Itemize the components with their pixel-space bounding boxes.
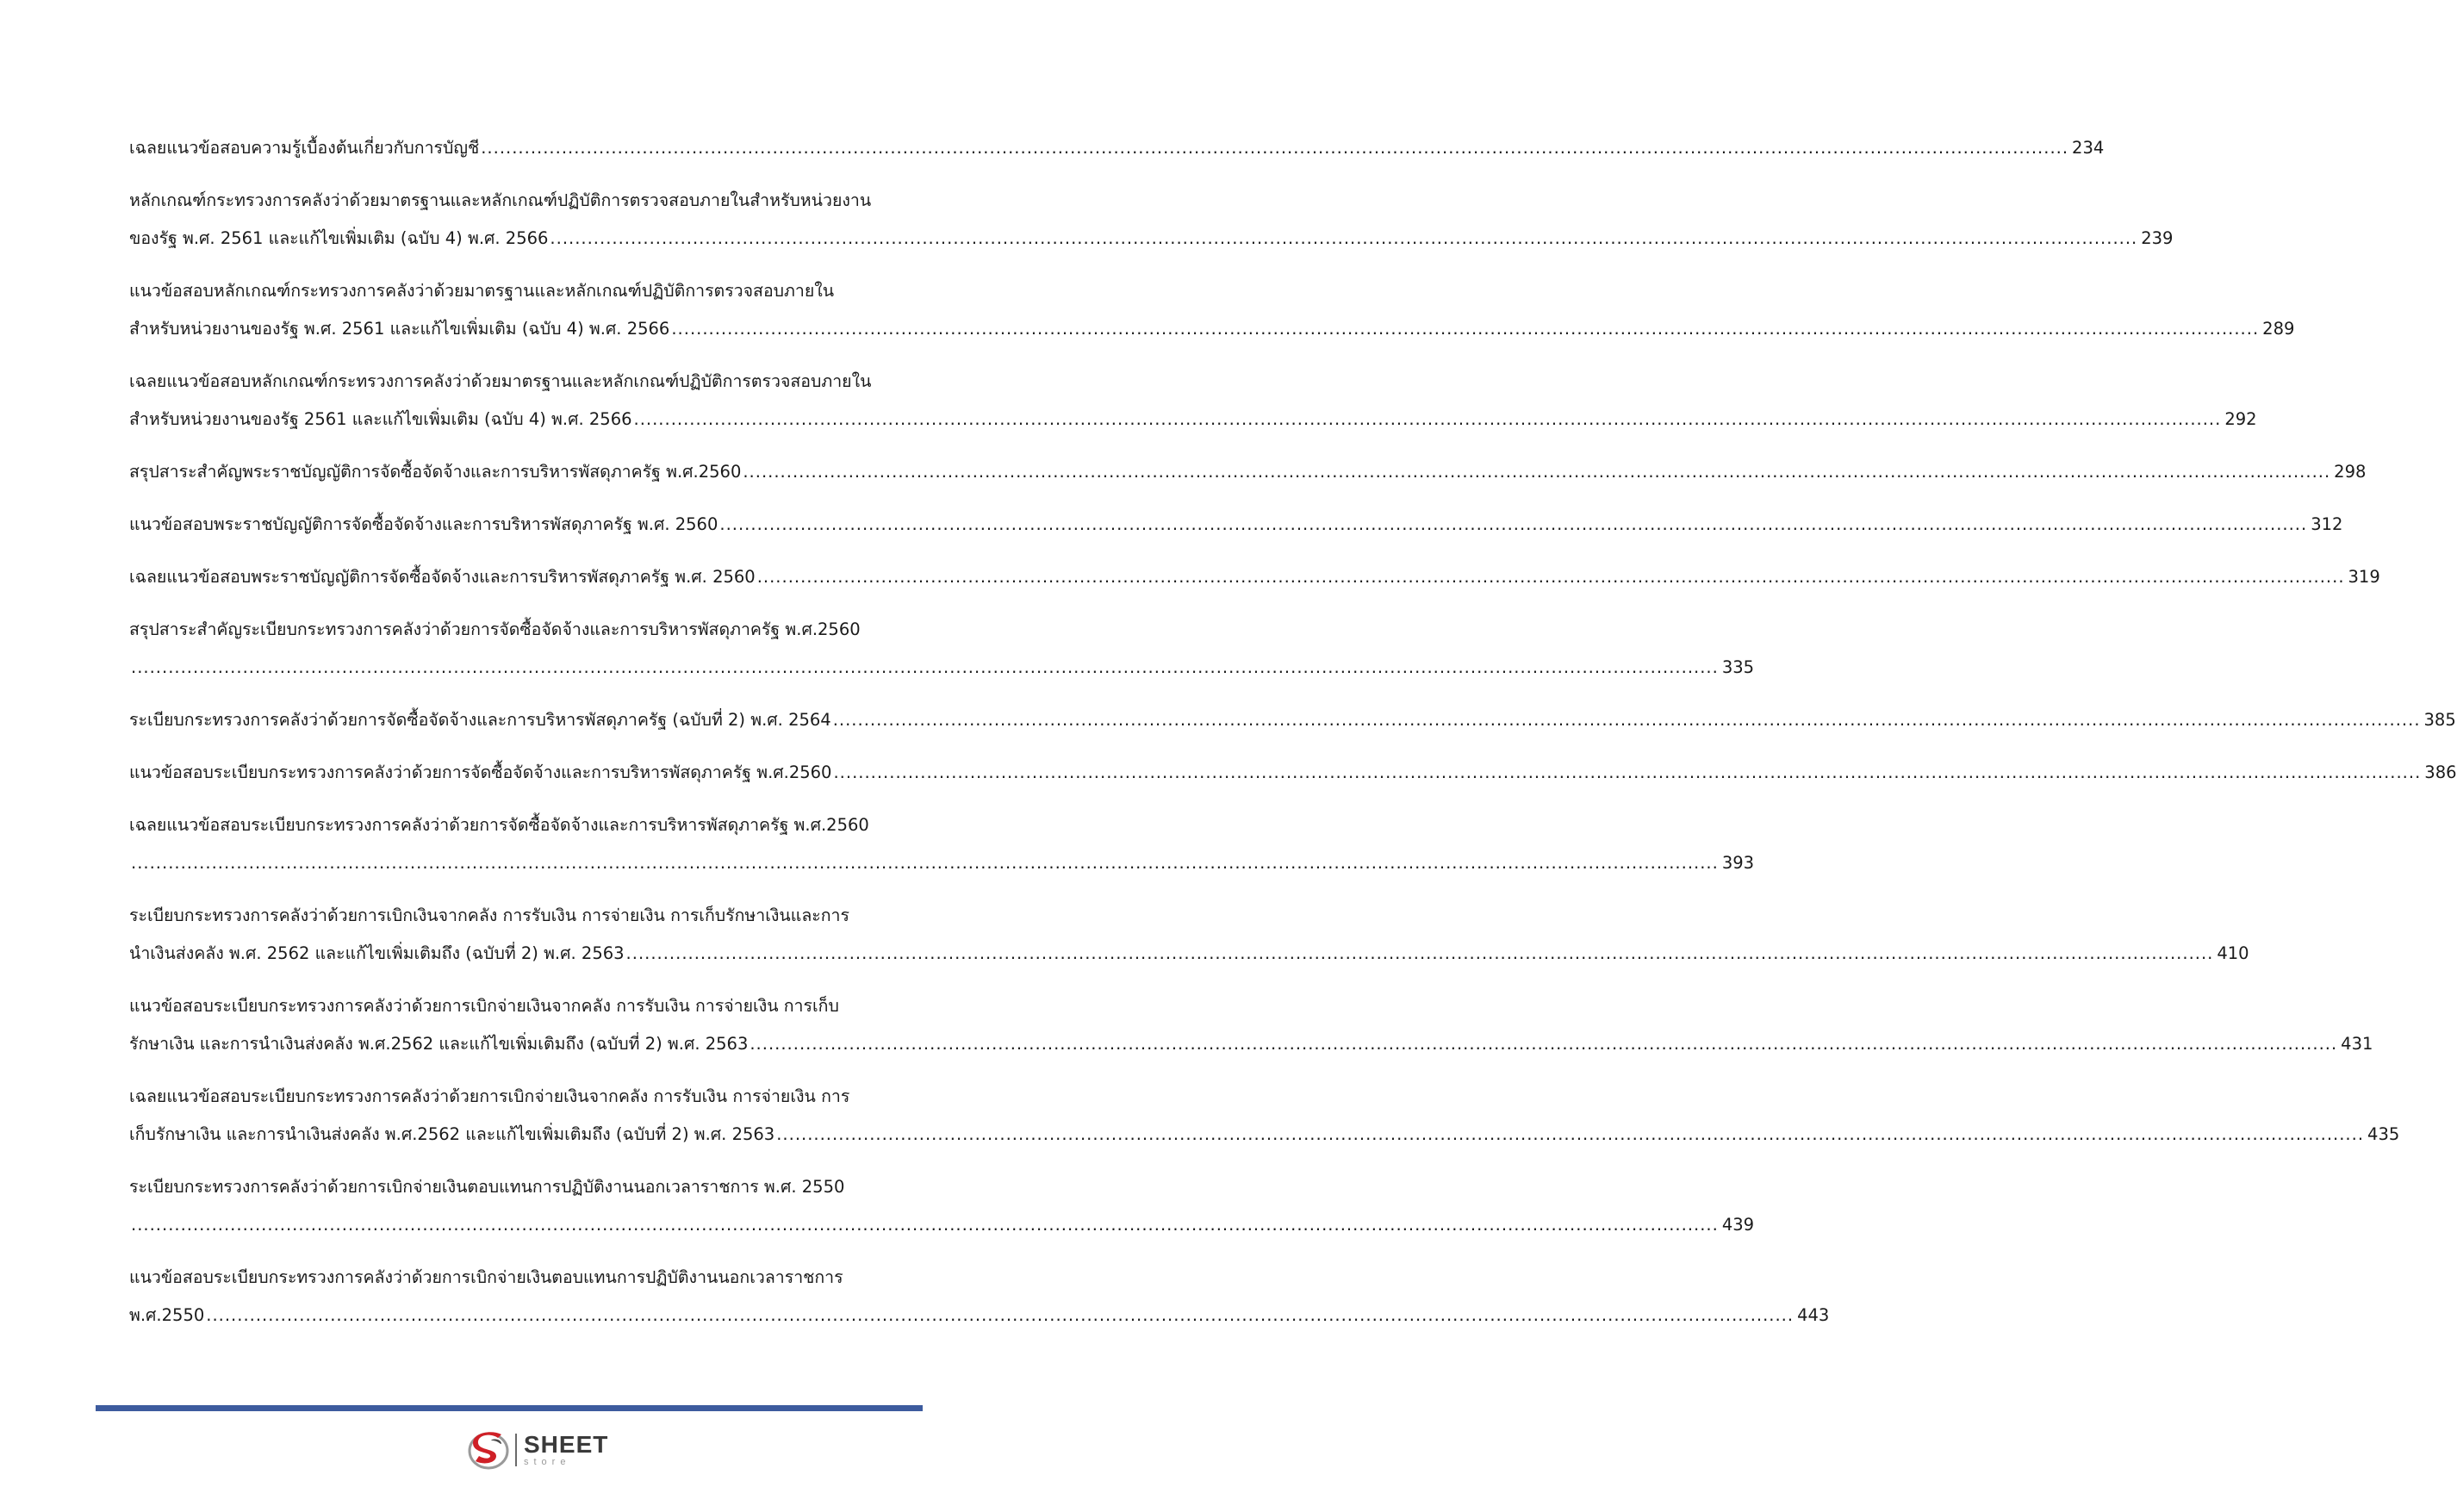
- toc-entry[interactable]: [129, 987, 2373, 1063]
- toc-page-number: 312: [2311, 514, 2343, 534]
- logo-separator: [515, 1434, 517, 1466]
- toc-entry-title: แนวข้อสอบระเบียบกระทรวงการคลังว่าด้วยการจัดซื้อจัดจ้างและการบริหารพัสดุภาครัฐ พ.ศ.2560: [129, 762, 832, 782]
- dot-leader: [550, 220, 2137, 258]
- dot-leader: [743, 453, 2330, 491]
- dot-leader: [206, 1297, 1794, 1335]
- dot-leader: [757, 558, 2345, 596]
- toc-page-number: 443: [1797, 1305, 1830, 1325]
- dot-leader: [131, 1206, 1719, 1244]
- toc-entry-title: ระเบียบกระทรวงการคลังว่าด้วยการเบิกจ่ายเงินตอบแทนการปฏิบัติงานนอกเวลาราชการ พ.ศ. 2550: [129, 1177, 845, 1197]
- dot-leader: [776, 1116, 2364, 1154]
- toc-entry-title: หลักเกณฑ์กระทรวงการคลังว่าด้วยมาตรฐานและหลักเกณฑ์ปฏิบัติการตรวจสอบภายในสำหรับหน่วยงาน: [129, 190, 872, 210]
- toc-line: [129, 182, 942, 220]
- toc-page-number: 298: [2334, 462, 2367, 482]
- toc-line: [129, 649, 1755, 687]
- dot-leader: [131, 649, 1719, 687]
- dot-leader: [750, 1025, 2337, 1063]
- toc-entry-title: เฉลยแนวข้อสอบหลักเกณฑ์กระทรวงการคลังว่าด้วยมาตรฐานและหลักเกณฑ์ปฏิบัติการตรวจสอบภายใน: [129, 371, 872, 391]
- logo-wordmark: SHEET: [524, 1431, 609, 1458]
- toc-entry-title-cont: รักษาเงิน และการนำเงินส่งคลัง พ.ศ.2562 และแก้ไขเพิ่มเติมถึง (ฉบับที่ 2) พ.ศ. 2563: [129, 1034, 749, 1054]
- toc-entry[interactable]: [129, 611, 1755, 687]
- toc-entry[interactable]: [129, 701, 2456, 739]
- toc-entry[interactable]: [129, 1168, 1755, 1244]
- toc-line: [129, 558, 2380, 596]
- dot-leader: [131, 844, 1719, 882]
- toc-entry[interactable]: [129, 1259, 1830, 1335]
- toc-entry[interactable]: [129, 897, 2249, 973]
- toc-line: [129, 1025, 2373, 1063]
- toc-entry-title: เฉลยแนวข้อสอบระเบียบกระทรวงการคลังว่าด้วยการเบิกจ่ายเงินจากคลัง การรับเงิน การจ่ายเงิน การ: [129, 1086, 850, 1106]
- toc-line: [129, 987, 942, 1025]
- toc-entry-title-cont: สำหรับหน่วยงานของรัฐ พ.ศ. 2561 และแก้ไขเพิ่มเติม (ฉบับ 4) พ.ศ. 2566: [129, 319, 670, 339]
- toc-entry[interactable]: [129, 754, 2457, 792]
- dot-leader: [833, 701, 2421, 739]
- logo-subtext: store: [524, 1457, 571, 1467]
- toc-entry[interactable]: [129, 506, 2343, 544]
- toc-entry-title: แนวข้อสอบระเบียบกระทรวงการคลังว่าด้วยการเบิกจ่ายเงินจากคลัง การรับเงิน การจ่ายเงิน การเก็บ: [129, 996, 839, 1016]
- toc-page-number: 335: [1721, 657, 1755, 677]
- toc-page-number: 289: [2262, 319, 2295, 339]
- sheet-store-logo: [465, 1426, 620, 1474]
- toc-entry-title: แนวข้อสอบระเบียบกระทรวงการคลังว่าด้วยการเบิกจ่ายเงินตอบแทนการปฏิบัติงานนอกเวลาราชการ: [129, 1267, 843, 1287]
- toc-line: [129, 1168, 942, 1206]
- toc-entry[interactable]: [129, 182, 2174, 258]
- toc-line: [129, 129, 2105, 167]
- toc-line: [129, 701, 2456, 739]
- toc-entry-title: ระเบียบกระทรวงการคลังว่าด้วยการจัดซื้อจัดจ้างและการบริหารพัสดุภาครัฐ (ฉบับที่ 2) พ.ศ. 2564: [129, 710, 831, 730]
- toc-line: [129, 897, 942, 935]
- dot-leader: [671, 310, 2259, 348]
- toc-entry-title-cont: เก็บรักษาเงิน และการนำเงินส่งคลัง พ.ศ.2562 และแก้ไขเพิ่มเติมถึง (ฉบับที่ 2) พ.ศ. 2563: [129, 1124, 775, 1144]
- toc-line: [129, 806, 942, 844]
- toc-page-number: 393: [1721, 853, 1755, 873]
- toc-entry-title: เฉลยแนวข้อสอบความรู้เบื้องต้นเกี่ยวกับการบัญชี: [129, 138, 480, 158]
- toc-entry[interactable]: [129, 1078, 2400, 1154]
- toc-entry-title: แนวข้อสอบพระราชบัญญัติการจัดซื้อจัดจ้างและการบริหารพัสดุภาครัฐ พ.ศ. 2560: [129, 514, 718, 534]
- toc-entry-title: สรุปสาระสำคัญพระราชบัญญัติการจัดซื้อจัดจ้างและการบริหารพัสดุภาครัฐ พ.ศ.2560: [129, 462, 742, 482]
- dot-leader: [634, 401, 2222, 439]
- toc-line: [129, 1206, 1755, 1244]
- toc-entry[interactable]: [129, 363, 2257, 439]
- toc-line: [129, 506, 2343, 544]
- toc-page-number: 319: [2348, 567, 2380, 587]
- toc-entry-title-cont: ของรัฐ พ.ศ. 2561 และแก้ไขเพิ่มเติม (ฉบับ 4) พ.ศ. 2566: [129, 228, 549, 248]
- toc-line: [129, 844, 1755, 882]
- toc-line: [129, 401, 2257, 439]
- toc-line: [129, 453, 2367, 491]
- toc-line: [129, 935, 2249, 973]
- toc-page-number: 431: [2341, 1034, 2373, 1054]
- toc-line: [129, 754, 2457, 792]
- logo-text: [524, 1433, 608, 1467]
- toc-page-number: 386: [2424, 762, 2457, 782]
- toc-page-number: 292: [2224, 409, 2257, 429]
- toc-entry[interactable]: [129, 558, 2380, 596]
- toc-entry-title: แนวข้อสอบหลักเกณฑ์กระทรวงการคลังว่าด้วยมาตรฐานและหลักเกณฑ์ปฏิบัติการตรวจสอบภายใน: [129, 281, 835, 301]
- dot-leader: [626, 935, 2214, 973]
- toc-page-number: 239: [2141, 228, 2174, 248]
- table-of-contents: [129, 129, 2457, 1349]
- toc-line: [129, 1259, 942, 1297]
- toc-entry-title: เฉลยแนวข้อสอบพระราชบัญญัติการจัดซื้อจัดจ้างและการบริหารพัสดุภาครัฐ พ.ศ. 2560: [129, 567, 756, 587]
- toc-entry-title: สรุปสาระสำคัญระเบียบกระทรวงการคลังว่าด้วยการจัดซื้อจัดจ้างและการบริหารพัสดุภาครัฐ พ.ศ.2560: [129, 619, 861, 639]
- dot-leader: [719, 506, 2307, 544]
- toc-page-number: 435: [2367, 1124, 2400, 1144]
- toc-line: [129, 1116, 2400, 1154]
- toc-page-number: 439: [1721, 1215, 1755, 1235]
- toc-entry-title-cont: พ.ศ.2550: [129, 1305, 205, 1325]
- toc-entry-title-cont: นำเงินส่งคลัง พ.ศ. 2562 และแก้ไขเพิ่มเติมถึง (ฉบับที่ 2) พ.ศ. 2563: [129, 943, 625, 963]
- footer-divider: [96, 1405, 923, 1411]
- dot-leader: [833, 754, 2421, 792]
- toc-line: [129, 1078, 942, 1116]
- toc-line: [129, 310, 2295, 348]
- toc-line: [129, 220, 2174, 258]
- toc-line: [129, 272, 942, 310]
- toc-line: [129, 611, 942, 649]
- toc-entry[interactable]: [129, 806, 1755, 882]
- toc-entry-title: ระเบียบกระทรวงการคลังว่าด้วยการเบิกเงินจากคลัง การรับเงิน การจ่ายเงิน การเก็บรักษาเงินและการ: [129, 905, 849, 925]
- toc-entry-title: เฉลยแนวข้อสอบระเบียบกระทรวงการคลังว่าด้วยการจัดซื้อจัดจ้างและการบริหารพัสดุภาครัฐ พ.ศ.2560: [129, 815, 869, 835]
- toc-line: [129, 1297, 1830, 1335]
- toc-page-number: 234: [2072, 138, 2105, 158]
- toc-entry[interactable]: [129, 453, 2367, 491]
- sheet-store-s-logo-icon: [465, 1427, 512, 1473]
- toc-page-number: 410: [2217, 943, 2249, 963]
- toc-entry[interactable]: [129, 129, 2105, 167]
- toc-entry-title-cont: สำหรับหน่วยงานของรัฐ 2561 และแก้ไขเพิ่มเติม (ฉบับ 4) พ.ศ. 2566: [129, 409, 632, 429]
- dot-leader: [481, 129, 2068, 167]
- toc-line: [129, 363, 942, 401]
- toc-entry[interactable]: [129, 272, 2295, 348]
- toc-page-number: 385: [2423, 710, 2456, 730]
